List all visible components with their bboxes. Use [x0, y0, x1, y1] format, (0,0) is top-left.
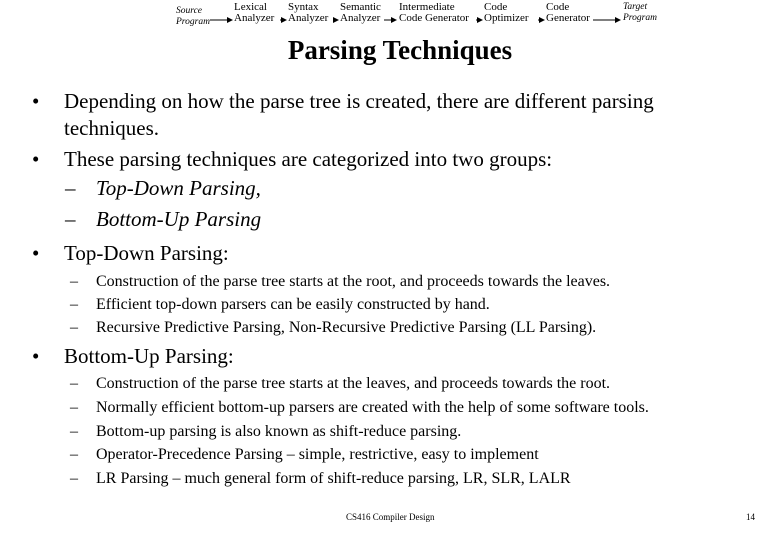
bottom-up-item-text: Normally efficient bottom-up parsers are created with the help of some software tools. — [96, 399, 649, 416]
top-down-item-text: Construction of the parse tree starts at the root, and proceeds towards the leaves. — [96, 273, 611, 290]
phase-intermediate-code-generator: Intermediate Code Generator — [399, 1, 469, 24]
bottom-up-item-text: Construction of the parse tree starts at the leaves, and proceeds towards the root. — [96, 375, 611, 392]
bullet-dot: • — [32, 344, 40, 368]
phase-semantic-analyzer: Semantic Analyzer — [340, 1, 381, 24]
bottom-up-item-text: Bottom-up parsing is also known as shift-reduce parsing. — [96, 423, 462, 440]
bullet-dot: • — [32, 241, 40, 265]
top-down-item-text: Recursive Predictive Parsing, Non-Recursive Predictive Parsing (LL Parsing). — [96, 319, 597, 336]
slide-title: Parsing Techniques — [287, 35, 513, 65]
dash-marker: – — [70, 470, 78, 487]
bullet-dot: • — [32, 147, 40, 171]
footer-page-number: 14 — [746, 512, 755, 522]
compiler-phases-diagram — [168, 0, 668, 32]
phase-syntax-analyzer: Syntax Analyzer — [288, 1, 329, 24]
dash-marker: – — [70, 319, 78, 336]
bullet-text: Top-Down Parsing: — [64, 241, 229, 265]
dash-marker: – — [65, 176, 76, 200]
phase-code-optimizer: Code Optimizer — [484, 1, 529, 24]
dash-marker: – — [70, 375, 78, 392]
dash-marker: – — [70, 273, 78, 290]
dash-marker: – — [70, 399, 78, 416]
dash-marker: – — [70, 296, 78, 313]
top-down-item-text: Efficient top-down parsers can be easily constructed by hand. — [96, 296, 490, 313]
bullet-text: Bottom-Up Parsing: — [64, 344, 234, 368]
phase-lexical-analyzer: Lexical Analyzer — [234, 1, 275, 24]
dash-marker: – — [70, 446, 78, 463]
bottom-up-item-text: Operator-Precedence Parsing – simple, restrictive, easy to implement — [96, 446, 539, 463]
group-item-text: Top-Down Parsing, — [96, 176, 261, 200]
source-program-label: Source Program — [176, 6, 210, 27]
target-program-label: Target Program — [623, 2, 657, 23]
bottom-up-item-text: LR Parsing – much general form of shift-reduce parsing, LR, SLR, LALR — [96, 470, 571, 487]
group-item-text: Bottom-Up Parsing — [96, 207, 262, 231]
phase-code-generator: Code Generator — [546, 1, 590, 24]
bullet-dot: • — [32, 89, 40, 113]
dash-marker: – — [70, 423, 78, 440]
footer-course: CS416 Compiler Design — [346, 512, 435, 522]
bullet-text: These parsing techniques are categorized into two groups: — [64, 147, 553, 171]
bullet-text: Depending on how the parse tree is created, there are different parsing — [64, 89, 654, 113]
bullet-text-continued: techniques. — [64, 116, 160, 140]
dash-marker: – — [65, 207, 76, 231]
